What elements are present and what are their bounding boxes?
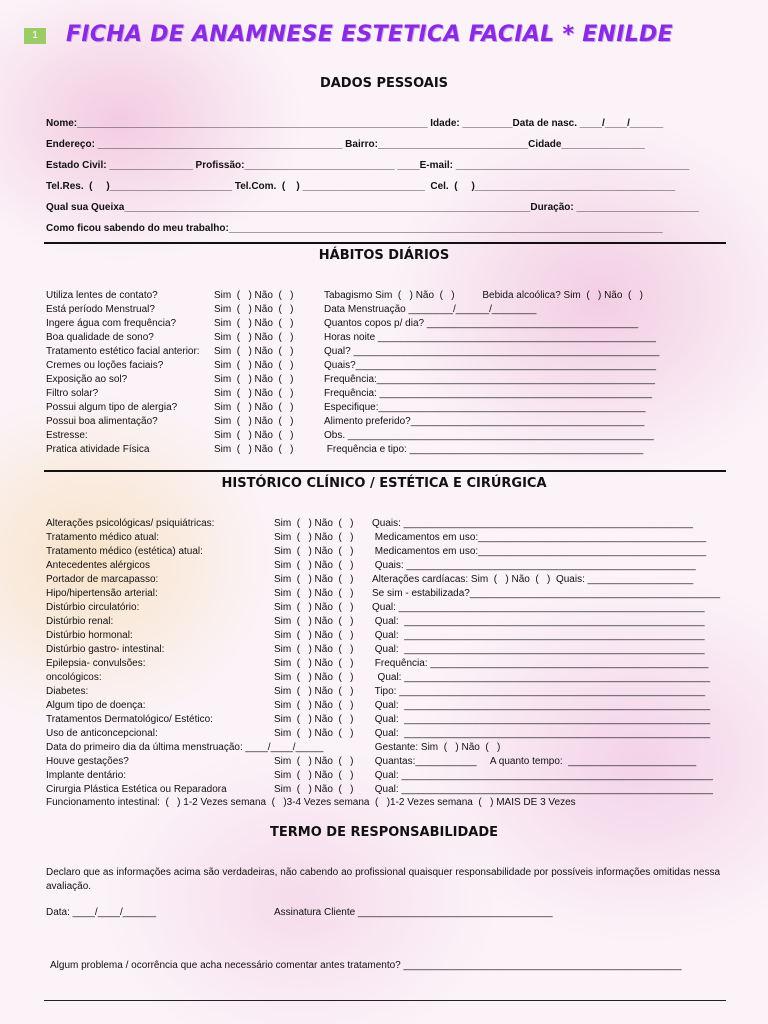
question-label: Possui boa alimentação? xyxy=(46,416,158,427)
sim-nao-options[interactable]: Sim ( ) Não ( ) xyxy=(214,346,294,357)
detail-field[interactable]: Qual: ______________________________________________________ xyxy=(372,616,705,627)
detail-field[interactable]: Horas noite __________________________________________________ xyxy=(324,332,656,343)
question-label: Tratamento estético facial anterior: xyxy=(46,346,200,357)
detail-field[interactable]: Qual: ________________________________________________________ xyxy=(372,770,713,781)
question-label: Hipo/hipertensão arterial: xyxy=(46,588,158,599)
section-title-dados: DADOS PESSOAIS xyxy=(319,76,449,91)
question-label: Estresse: xyxy=(46,430,88,441)
detail-field[interactable]: Quantas:___________ A quanto tempo: _______________________ xyxy=(372,756,697,767)
detail-field[interactable]: Qual: _______________________________________________________ xyxy=(372,672,711,683)
question-label: Epilepsia- convulsões: xyxy=(46,658,146,669)
detail-field[interactable]: Obs. _______________________________________________________ xyxy=(324,430,654,441)
problema-field[interactable]: Algum problema / ocorrência que acha necessário comentar antes tratamento? __________________________________________________ xyxy=(50,960,682,971)
question-label: Diabetes: xyxy=(46,686,89,697)
sim-nao-options[interactable]: Sim ( ) Não ( ) xyxy=(274,658,354,669)
question-label: Algum tipo de doença: xyxy=(46,700,146,711)
question-label: Ingere água com frequência? xyxy=(46,318,177,329)
sim-nao-options[interactable]: Sim ( ) Não ( ) xyxy=(274,770,354,781)
question-label: Exposição ao sol? xyxy=(46,374,128,385)
sim-nao-options[interactable]: Sim ( ) Não ( ) xyxy=(274,574,354,585)
question-label: Tratamento médico (estética) atual: xyxy=(46,546,203,557)
detail-field[interactable]: Tipo: _______________________________________________________ xyxy=(372,686,706,697)
question-label: Boa qualidade de sono? xyxy=(46,332,154,343)
sim-nao-options[interactable]: Sim ( ) Não ( ) xyxy=(214,444,294,455)
sim-nao-options[interactable]: Sim ( ) Não ( ) xyxy=(274,532,354,543)
question-label: oncológicos: xyxy=(46,672,102,683)
sim-nao-options[interactable]: Sim ( ) Não ( ) xyxy=(274,728,354,739)
detail-field[interactable]: Medicamentos em uso:_________________________________________ xyxy=(372,532,707,543)
dados-field-line[interactable]: Estado Civil: _______________ Profissão:___________________________ ____E-mail: __________________________________________ xyxy=(46,160,690,171)
question-label: Implante dentário: xyxy=(46,770,127,781)
divider xyxy=(44,242,726,244)
detail-field[interactable]: Qual: _______________________________________________________ xyxy=(372,714,711,725)
sim-nao-options[interactable]: Sim ( ) Não ( ) xyxy=(214,290,294,301)
funcionamento-intestinal-field[interactable]: Funcionamento intestinal: ( ) 1-2 Vezes semana ( )3-4 Vezes semana ( )1-2 Vezes semana ( ) MAIS DE 3 Vezes xyxy=(46,797,576,808)
sim-nao-options[interactable]: Sim ( ) Não ( ) xyxy=(274,630,354,641)
detail-field[interactable]: Qual: _______________________________________________________ xyxy=(372,602,705,613)
detail-field[interactable]: Qual: ______________________________________________________ xyxy=(372,630,705,641)
detail-field[interactable]: Qual: _______________________________________________________ xyxy=(372,728,711,739)
question-label: Distúrbio hormonal: xyxy=(46,630,133,641)
question-label: Houve gestações? xyxy=(46,756,129,767)
question-label: Distúrbio circulatório: xyxy=(46,602,140,613)
sim-nao-options[interactable]: Sim ( ) Não ( ) xyxy=(274,602,354,613)
sim-nao-options[interactable]: Sim ( ) Não ( ) xyxy=(214,402,294,413)
sim-nao-options[interactable]: Sim ( ) Não ( ) xyxy=(214,304,294,315)
question-label: Cirurgia Plástica Estética ou Reparadora xyxy=(46,784,227,795)
question-label: Filtro solar? xyxy=(46,388,99,399)
section-title-historico: HISTÓRICO CLÍNICO / ESTÉTICA E CIRÚRGICA xyxy=(221,476,547,491)
detail-field[interactable]: Qual: _______________________________________________________ xyxy=(372,700,711,711)
termo-text: Declaro que as informações acima são verdadeiras, não cabendo ao profissional quaisquer responsabilidade por possíveis informações omitidas nessa avaliação. xyxy=(46,867,720,892)
divider xyxy=(44,470,726,472)
dados-field-line[interactable]: Endereço: ____________________________________________ Bairro:___________________________Cidade_______________ xyxy=(46,139,645,150)
detail-field[interactable]: Gestante: Sim ( ) Não ( ) xyxy=(372,742,501,753)
question-label: Distúrbio renal: xyxy=(46,616,114,627)
detail-field[interactable]: Frequência e tipo: __________________________________________ xyxy=(324,444,644,455)
assinatura-field[interactable]: Assinatura Cliente ___________________________________ xyxy=(274,907,553,918)
sim-nao-options[interactable]: Sim ( ) Não ( ) xyxy=(214,430,294,441)
question-label: Tratamentos Dermatológico/ Estético: xyxy=(46,714,213,725)
section-title-habitos: HÁBITOS DIÁRIOS xyxy=(318,248,450,263)
question-label: Está período Menstrual? xyxy=(46,304,155,315)
sim-nao-options[interactable]: Sim ( ) Não ( ) xyxy=(214,318,294,329)
detail-field[interactable]: Quais: ____________________________________________________ xyxy=(372,560,696,571)
sim-nao-options[interactable]: Sim ( ) Não ( ) xyxy=(274,714,354,725)
form-title: FICHA DE ANAMNESE ESTETICA FACIAL * ENILDE xyxy=(66,22,673,47)
detail-field[interactable]: Qual: ________________________________________________________ xyxy=(372,784,713,795)
question-label: Utiliza lentes de contato? xyxy=(46,290,158,301)
sim-nao-options[interactable]: Sim ( ) Não ( ) xyxy=(274,672,354,683)
detail-field[interactable]: Frequência: __________________________________________________ xyxy=(372,658,709,669)
detail-field[interactable]: Alimento preferido?__________________________________________ xyxy=(324,416,645,427)
question-label: Portador de marcapasso: xyxy=(46,574,159,585)
sim-nao-options[interactable]: Sim ( ) Não ( ) xyxy=(214,374,294,385)
sim-nao-options[interactable]: Sim ( ) Não ( ) xyxy=(274,518,354,529)
question-label: Possui algum tipo de alergia? xyxy=(46,402,178,413)
dados-field-line[interactable]: Nome:_______________________________________________________________ Idade: _________Data de nasc. ____/____/______ xyxy=(46,118,664,129)
sim-nao-options[interactable]: Sim ( ) Não ( ) xyxy=(214,416,294,427)
sim-nao-options[interactable]: Sim ( ) Não ( ) xyxy=(274,756,354,767)
question-label: Data do primeiro dia da última menstruação: ____/____/_____ xyxy=(46,742,324,753)
question-label: Cremes ou loções faciais? xyxy=(46,360,164,371)
detail-field[interactable]: Medicamentos em uso:_________________________________________ xyxy=(372,546,707,557)
detail-field[interactable]: Quais?______________________________________________________ xyxy=(324,360,657,371)
detail-field[interactable]: Qual? _______________________________________________________ xyxy=(324,346,660,357)
detail-field[interactable]: Data Menstruação ________/______/________ xyxy=(324,304,537,315)
dados-field-line[interactable]: Como ficou sabendo do meu trabalho:______________________________________________________________________________ xyxy=(46,223,663,234)
sim-nao-options[interactable]: Sim ( ) Não ( ) xyxy=(214,388,294,399)
data-field[interactable]: Data: ____/____/______ xyxy=(46,907,157,918)
sim-nao-options[interactable]: Sim ( ) Não ( ) xyxy=(274,588,354,599)
sim-nao-options[interactable]: Sim ( ) Não ( ) xyxy=(274,784,354,795)
sim-nao-options[interactable]: Sim ( ) Não ( ) xyxy=(214,332,294,343)
sim-nao-options[interactable]: Sim ( ) Não ( ) xyxy=(214,360,294,371)
sim-nao-options[interactable]: Sim ( ) Não ( ) xyxy=(274,644,354,655)
question-label: Alterações psicológicas/ psiquiátricas: xyxy=(46,518,215,529)
question-label: Uso de anticoncepcional: xyxy=(46,728,158,739)
section-title-termo: TERMO DE RESPONSABILIDADE xyxy=(270,825,498,840)
comment-line[interactable] xyxy=(44,1000,726,1001)
detail-field[interactable]: Quantos copos p/ dia? ______________________________________ xyxy=(324,318,639,329)
detail-field[interactable]: Frequência: _________________________________________________ xyxy=(324,388,653,399)
dados-field-line[interactable]: Qual sua Queixa_________________________________________________________________________Duração: ______________________ xyxy=(46,202,699,213)
sim-nao-options[interactable]: Sim ( ) Não ( ) xyxy=(274,686,354,697)
page-number: 1 xyxy=(24,28,46,44)
sim-nao-options[interactable]: Sim ( ) Não ( ) xyxy=(274,616,354,627)
detail-field[interactable]: Especifique:________________________________________________ xyxy=(324,402,646,413)
detail-field[interactable]: Quais: ____________________________________________________ xyxy=(372,518,693,529)
sim-nao-options[interactable]: Sim ( ) Não ( ) xyxy=(274,546,354,557)
sim-nao-options[interactable]: Sim ( ) Não ( ) xyxy=(274,700,354,711)
detail-field[interactable]: Frequência:__________________________________________________ xyxy=(324,374,655,385)
detail-field[interactable]: Qual: ______________________________________________________ xyxy=(372,644,705,655)
question-label: Tratamento médico atual: xyxy=(46,532,160,543)
detail-field[interactable]: Se sim - estabilizada?_____________________________________________ xyxy=(372,588,721,599)
sim-nao-options[interactable]: Sim ( ) Não ( ) xyxy=(274,560,354,571)
question-label: Antecedentes alérgicos xyxy=(46,560,150,571)
dados-field-line[interactable]: Tel.Res. ( )______________________ Tel.Com. ( ) ______________________ Cel. ( )____________________________________ xyxy=(46,181,676,192)
question-label: Distúrbio gastro- intestinal: xyxy=(46,644,165,655)
detail-field[interactable]: Tabagismo Sim ( ) Não ( ) Bebida alcoólica? Sim ( ) Não ( ) xyxy=(324,290,643,301)
detail-field[interactable]: Alterações cardíacas: Sim ( ) Não ( ) Quais: ___________________ xyxy=(372,574,694,585)
question-label: Pratica atividade Física xyxy=(46,444,150,455)
